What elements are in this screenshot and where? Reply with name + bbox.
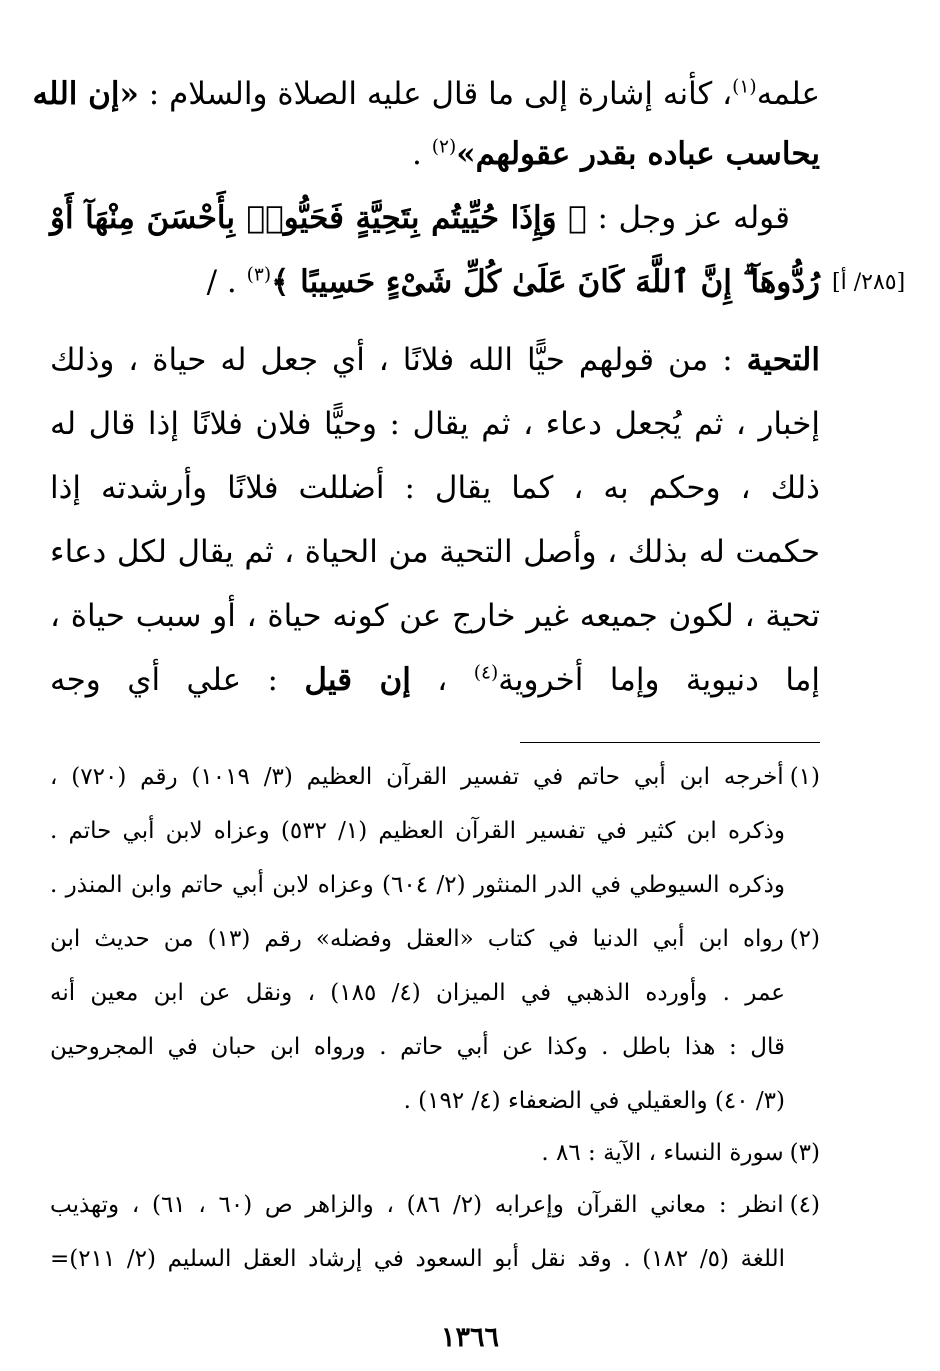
text-line-5: التحية : من قولهم حيًّا الله فلانًا ، أي جعل له حياة ، وذلك [50,342,820,378]
hadith-quote: «إن الله [32,76,139,112]
footnote-ref: (١) [732,76,757,98]
question-marker: إن قيل [304,662,411,698]
page-number: ١٣٦٦ [440,1322,499,1353]
footnote-ref: (٣) [246,264,272,286]
footnote-2-line-3: قال : هذا باطل . وكذا عن أبي حاتم . ورواه ابن حبان في المجروحين [50,1034,785,1060]
term-heading: التحية [746,342,820,378]
footnote-4: (٤)انظر : معاني القرآن وإعرابه (٢/ ٨٦) ، والزاهر ص (٦٠ ، ٦١) ، وتهذيب [50,1192,820,1218]
footnote-2-line-4: (٣/ ٤٠) والعقيلي في الضعفاء (٤/ ١٩٢) . [403,1088,785,1114]
footnote-number: (٣) [789,1140,820,1166]
quran-verse: ﴿ وَإِذَا حُيِّيتُم بِتَحِيَّةٍ فَحَيُّوا۟ بِأَحْسَنَ مِنْهَآ أَوْ [50,200,587,236]
footnote-number: (٤) [789,1192,820,1218]
text-line-7: ذلك ، وحكم به ، كما يقال : أضللت فلانًا وأرشدته إذا [50,470,820,506]
text-line-8: حكمت له بذلك ، وأصل التحية من الحياة ، ثم يقال لكل دعاء [50,534,820,570]
footnote-2-line-2: عمر . وأورده الذهبي في الميزان (٤/ ١٨٥) ، ونقل عن ابن معين أنه [50,980,785,1006]
quran-verse-line-2: رُدُّوهَآ ۗ إِنَّ ٱللَّهَ كَانَ عَلَىٰ كُلِّ شَىْءٍ حَسِيبًا ﴾$^{(٣)}$ . / [206,264,820,300]
text-line-1: علمه$^{(١)}$، كأنه إشارة إلى ما قال عليه الصلاة والسلام : «إن الله [32,76,820,112]
text-line-10: إما دنيوية وإما أخروية$^{(٤)}$ ، إن قيل : علي أي وجه [50,662,821,698]
manuscript-folio-marker: [٢٨٥/ أ] [832,270,906,295]
text-line-9: تحية ، لكون جميعه غير خارج عن كونه حياة ، أو سبب حياة ، [50,598,820,634]
footnote-ref: (٤) [473,662,499,684]
text-line-2: يحاسب عباده بقدر عقولهم»$^{(٢)}$ . [412,136,820,172]
footnote-1-line-2: وذكره ابن كثير في تفسير القرآن العظيم (١/ ٥٣٢) وعزاه لابن أبي حاتم . [50,818,785,844]
footnote-separator [520,742,820,743]
text-line-6: إخبار ، ثم يُجعل دعاء ، ثم يقال : وحيًّا فلان فلانًا إذا قال له [50,406,820,442]
footnote-2: (٢)رواه ابن أبي الدنيا في كتاب «العقل وفضله» رقم (١٣) من حديث ابن [50,926,820,952]
footnote-4-line-2: اللغة (٥/ ١٨٢) . وقد نقل أبو السعود في إرشاد العقل السليم (٢/ ٢١١)= [50,1246,786,1272]
footnote-3: (٣)سورة النساء ، الآية : ٨٦ . [541,1140,820,1166]
footnote-1: (١)أخرجه ابن أبي حاتم في تفسير القرآن العظيم (٣/ ١٠١٩) رقم (٧٢٠) ، [50,764,821,790]
footnote-number: (١) [789,764,821,790]
quran-verse-line-1: قوله عز وجل : ﴿ وَإِذَا حُيِّيتُم بِتَحِيَّةٍ فَحَيُّوا۟ بِأَحْسَنَ مِنْهَآ أَوْ [50,200,790,236]
footnote-1-line-3: وذكره السيوطي في الدر المنثور (٢/ ٦٠٤) وعزاه لابن أبي حاتم وابن المنذر . [50,872,785,898]
quran-verse: رُدُّوهَآ ۗ إِنَّ ٱللَّهَ كَانَ عَلَىٰ كُلِّ شَىْءٍ حَسِيبًا ﴾ [271,264,820,300]
footnote-ref: (٢) [431,136,457,158]
footnote-number: (٢) [789,926,820,952]
hadith-quote: يحاسب عباده بقدر عقولهم» [456,136,820,172]
